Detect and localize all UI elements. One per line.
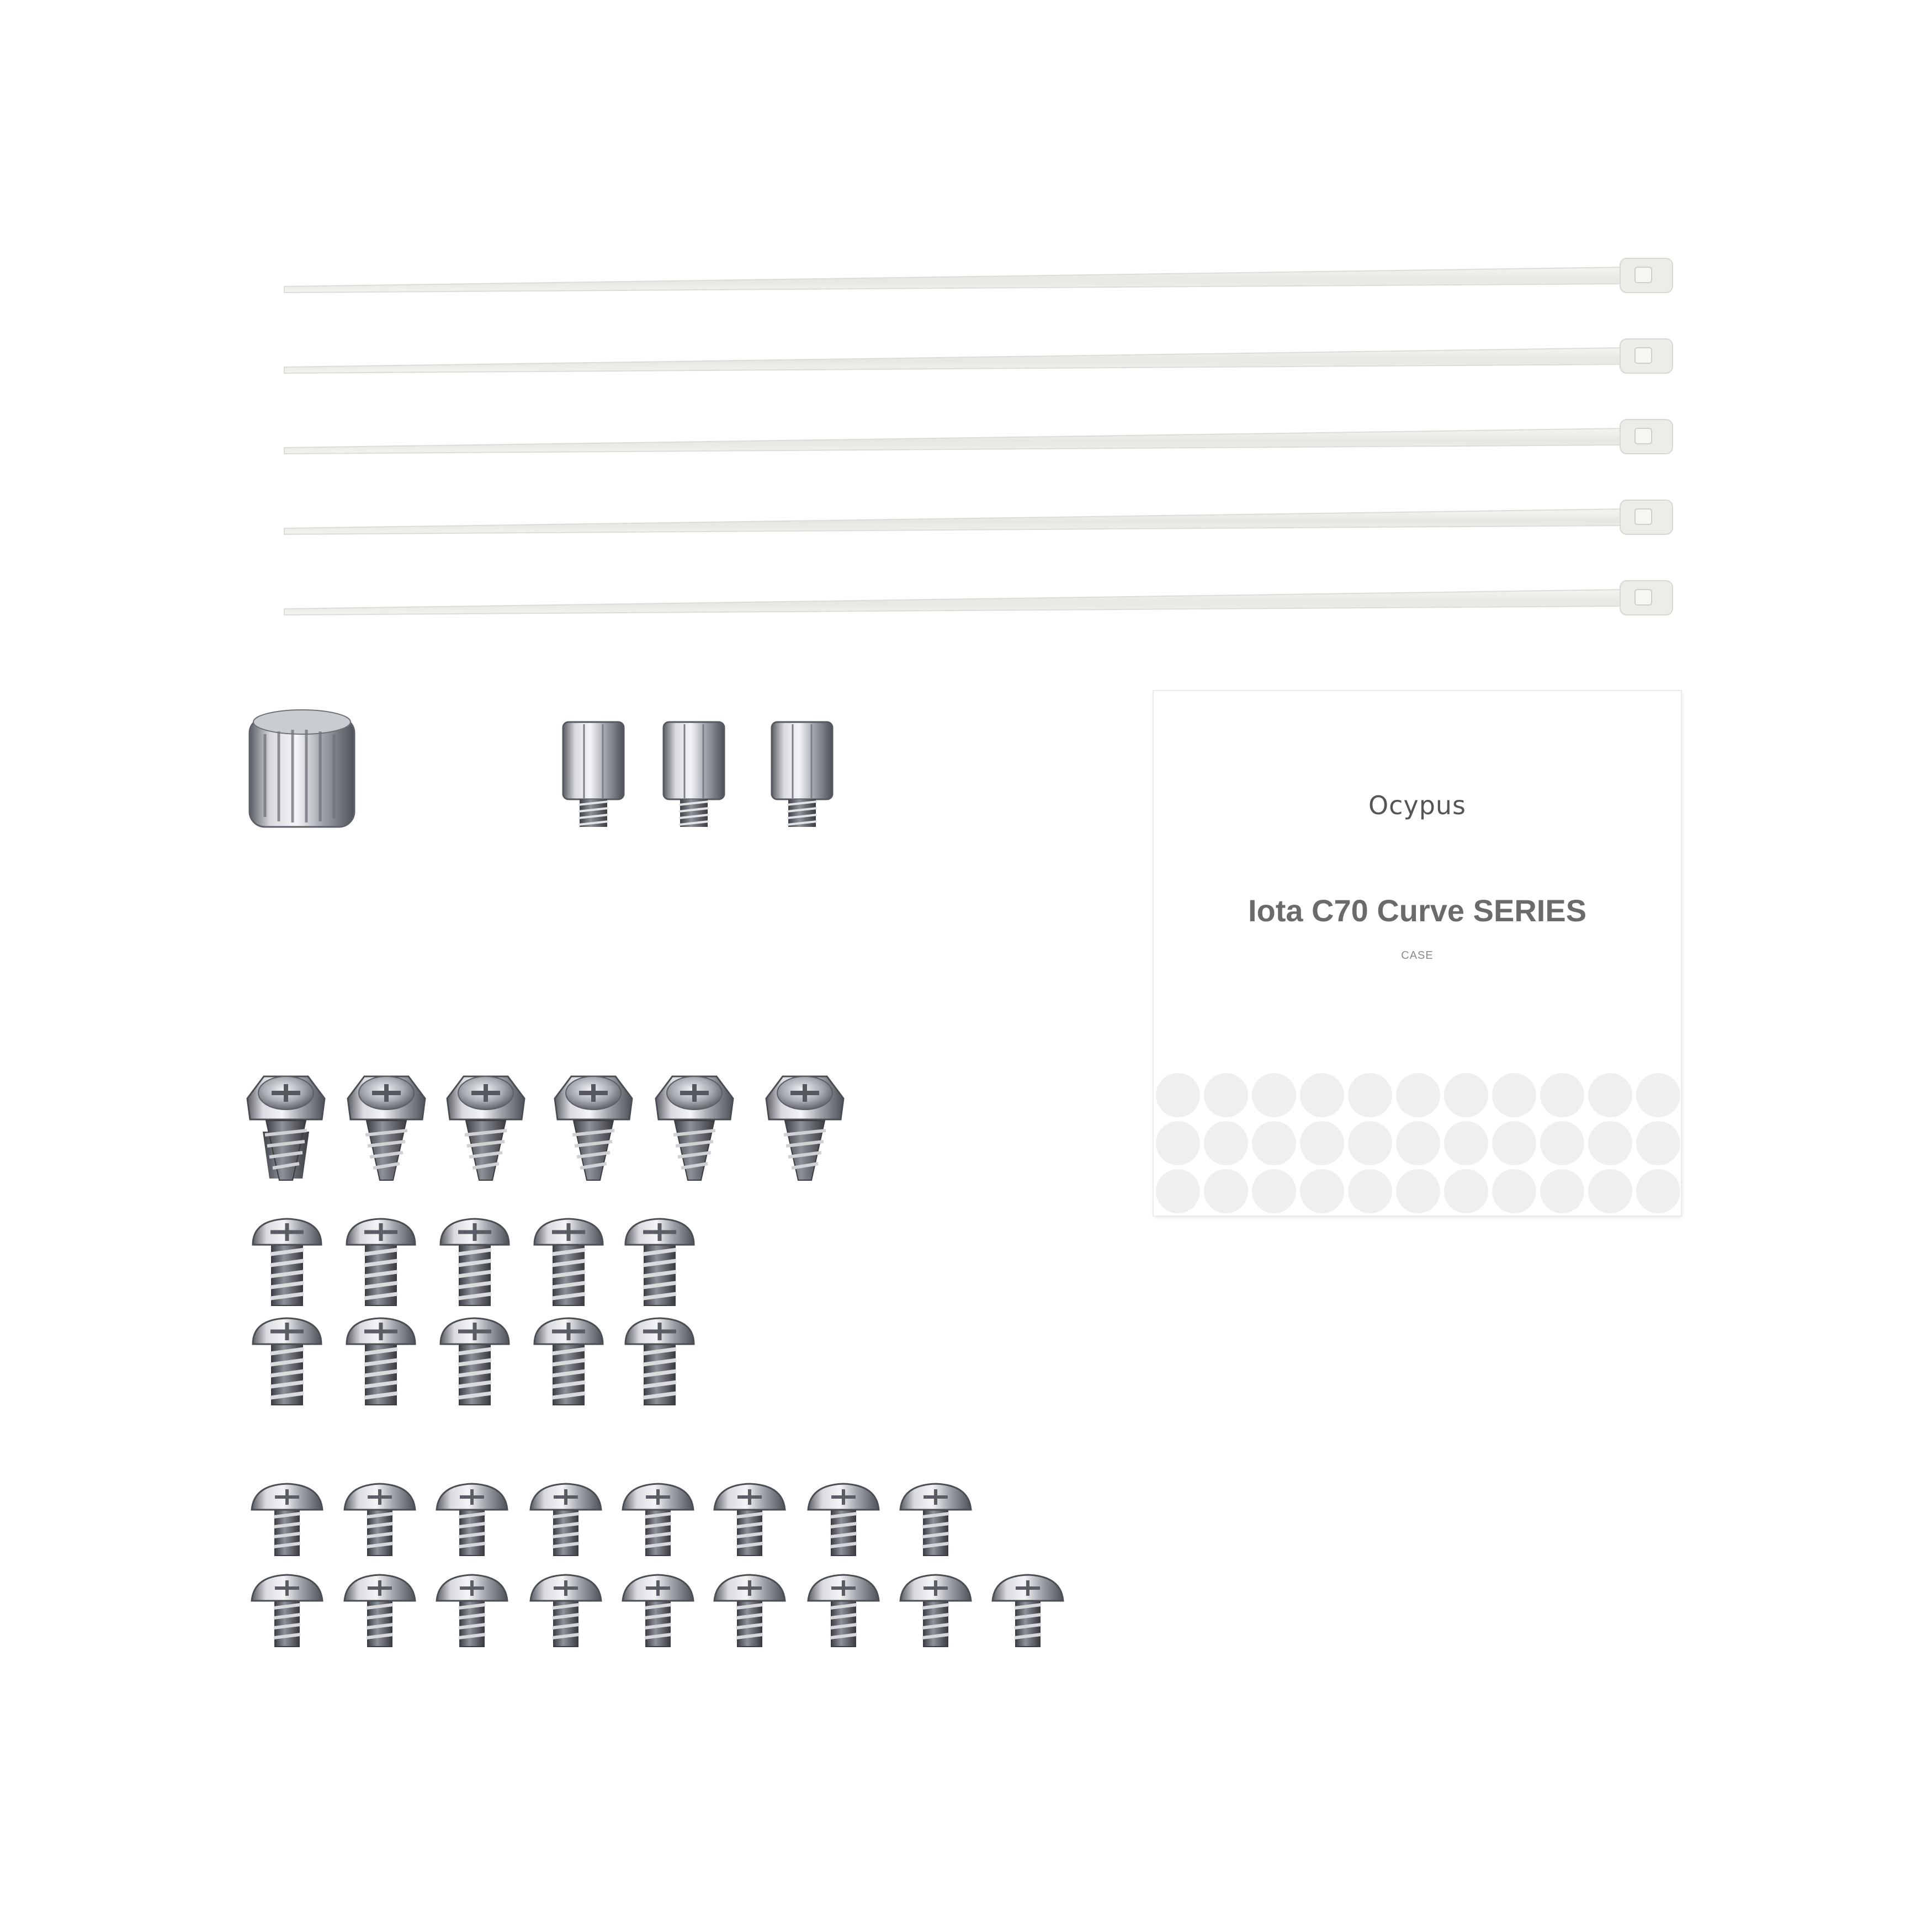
cable-ties xyxy=(284,258,1673,615)
pan-screw xyxy=(534,1318,603,1405)
small-screw xyxy=(623,1484,693,1556)
small-screw xyxy=(437,1484,507,1556)
standoff xyxy=(664,722,724,827)
small-screw xyxy=(992,1575,1063,1647)
small-screw xyxy=(252,1575,322,1647)
standoff xyxy=(772,722,832,827)
hex-screw xyxy=(766,1076,843,1180)
pan-screw xyxy=(440,1318,509,1405)
hex-screw xyxy=(656,1076,733,1180)
brand-logo: Ocypus xyxy=(1368,790,1467,820)
cable-tie xyxy=(284,420,1673,454)
pan-screw xyxy=(625,1219,694,1305)
pan-screw xyxy=(347,1318,415,1405)
hex-head-screws xyxy=(247,1076,843,1180)
manual-title: Iota C70 Curve SERIES xyxy=(1248,893,1587,928)
standoff xyxy=(563,722,624,827)
small-screw xyxy=(714,1575,785,1647)
pan-head-screws xyxy=(253,1219,694,1405)
hex-screw xyxy=(348,1076,425,1180)
small-screw xyxy=(437,1575,507,1647)
small-screw xyxy=(623,1575,693,1647)
small-screw xyxy=(252,1484,322,1556)
pan-screw xyxy=(347,1219,415,1305)
pan-screw xyxy=(253,1318,321,1405)
small-screw xyxy=(530,1575,601,1647)
small-screws xyxy=(252,1484,1063,1647)
small-screw xyxy=(900,1484,971,1556)
small-screw xyxy=(344,1484,415,1556)
cable-tie xyxy=(284,581,1673,615)
manual-subtitle: CASE xyxy=(1401,949,1434,962)
pan-screw xyxy=(534,1219,603,1305)
pan-screw xyxy=(253,1219,321,1305)
cable-tie xyxy=(284,500,1673,534)
user-manual xyxy=(1154,691,1681,1216)
hex-screw xyxy=(447,1076,524,1180)
thumb-screw xyxy=(250,710,354,827)
cable-tie xyxy=(284,339,1673,373)
hex-screw xyxy=(555,1076,632,1180)
standoffs xyxy=(563,722,832,827)
hex-screw xyxy=(247,1076,325,1180)
small-screw xyxy=(530,1484,601,1556)
small-screw xyxy=(808,1484,879,1556)
pan-screw xyxy=(440,1219,509,1305)
cable-tie xyxy=(284,258,1673,293)
small-screw xyxy=(808,1575,879,1647)
dot-pattern xyxy=(1154,1072,1681,1216)
small-screw xyxy=(344,1575,415,1647)
pan-screw xyxy=(625,1318,694,1405)
small-screw xyxy=(714,1484,785,1556)
small-screw xyxy=(900,1575,971,1647)
